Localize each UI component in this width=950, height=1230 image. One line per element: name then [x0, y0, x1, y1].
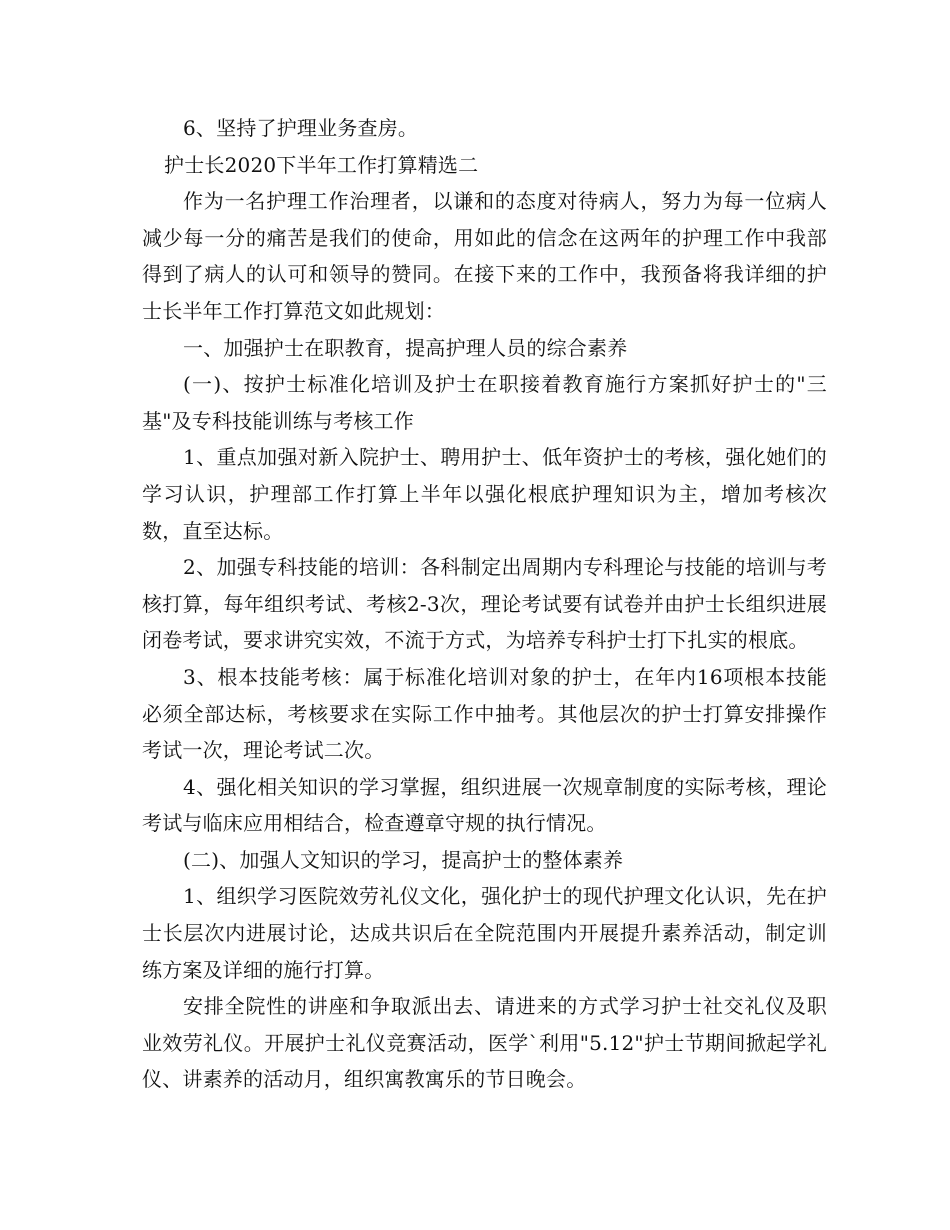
paragraph-item-6: 6、坚持了护理业务查房。 [183, 116, 419, 140]
paragraph-item-1: 1、重点加强对新入院护士、聘用护士、低年资护士的考核，强化她们的学习认识，护理部工作打算上半年以强化根底护理知识为主，增加考核次数，直至达标。 [142, 445, 827, 543]
heading-one: 一、加强护士在职教育，提高护理人员的综合素养 [183, 335, 628, 360]
paragraph-item-4: 4、强化相关知识的学习掌握，组织进展一次规章制度的实际考核，理论考试与临床应用相结合，检查遵章守规的执行情况。 [142, 774, 827, 836]
paragraph-item-2: 2、加强专科技能的培训：各科制定出周期内专科理论与技能的培训与考核打算，每年组织考试、考核2-3次，理论考试要有试卷并由护士长组织进展闭卷考试，要求讲究实效，不流于方式，为培养专科护士打下扎实的根底。 [142, 555, 827, 653]
section-title: 护士长2020下半年工作打算精选二 [164, 152, 479, 177]
paragraph-culture: 1、组织学习医院效劳礼仪文化，强化护士的现代护理文化认识，先在护士长层次内进展讨论，达成共识后在全院范围内开展提升素养活动，制定训练方案及详细的施行打算。 [142, 884, 827, 982]
paragraph-etiquette: 安排全院性的讲座和争取派出去、请进来的方式学习护士社交礼仪及职业效劳礼仪。开展护士礼仪竞赛活动，医学`利用"5.12"护士节期间掀起学礼仪、讲素养的活动月，组织寓教寓乐的节日晚会。 [142, 994, 827, 1092]
paragraph-item-3: 3、根本技能考核：属于标准化培训对象的护士，在年内16项根本技能必须全部达标，考核要求在实际工作中抽考。其他层次的护士打算安排操作考试一次，理论考试二次。 [142, 664, 827, 763]
intro-paragraph: 作为一名护理工作治理者，以谦和的态度对待病人，努力为每一位病人减少每一分的痛苦是我们的使命，用如此的信念在这两年的护理工作中我部得到了病人的认可和领导的赞同。在接下来的工作中，我预备将我详细的护士长半年工作打算范文如此规划： [142, 189, 827, 323]
document-body [142, 110, 827, 1098]
subheading-two: (二)、加强人文知识的学习，提高护士的整体素养 [183, 847, 624, 872]
subheading-one: (一)、按护士标准化培训及护士在职接着教育施行方案抓好护士的"三基"及专科技能训练与考核工作 [142, 372, 827, 433]
